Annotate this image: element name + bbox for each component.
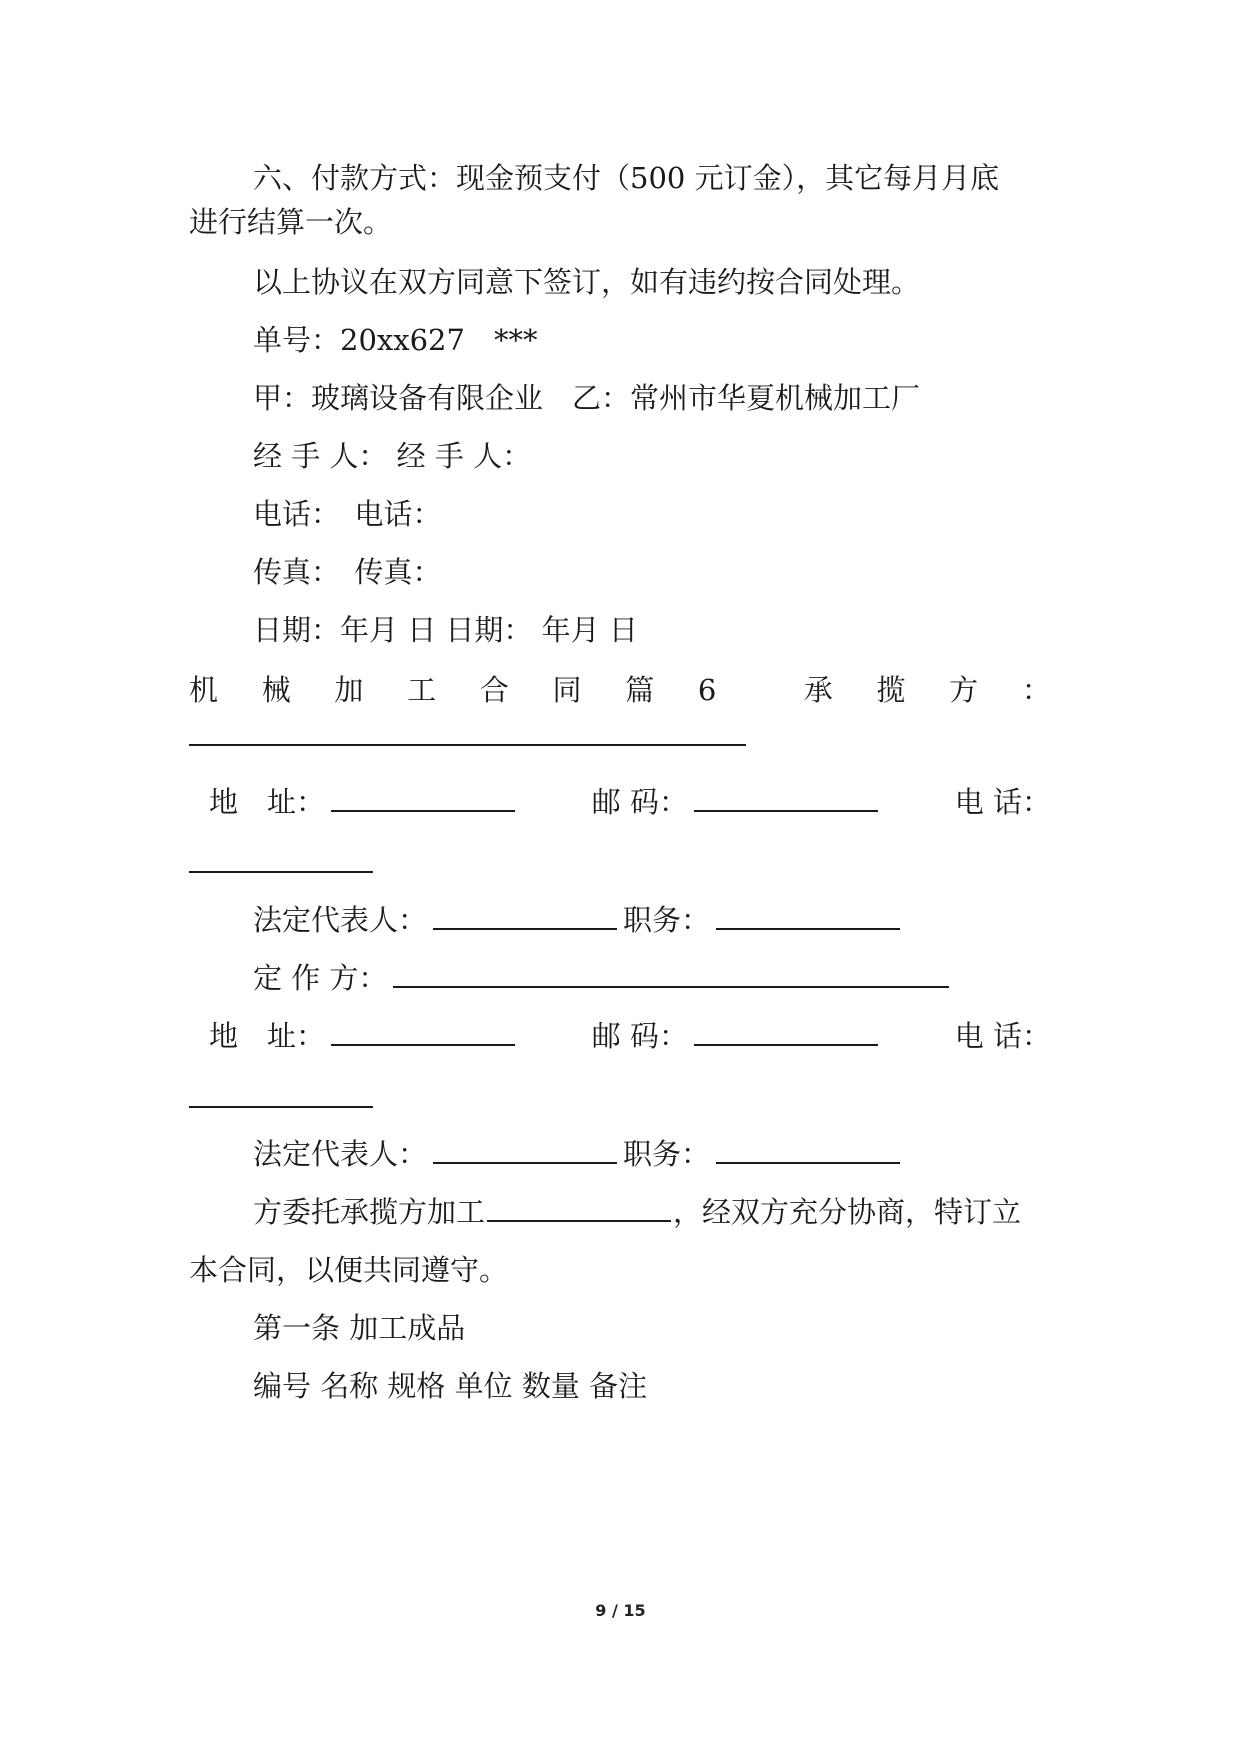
address-label: 地 址： xyxy=(209,785,326,819)
legal-rep-label: 法定代表人： xyxy=(253,903,428,937)
entrust-suffix: ，经双方充分协商，特订立 xyxy=(673,1195,1022,1229)
heading-char: 工 xyxy=(407,673,437,707)
phone-blank xyxy=(189,1106,373,1108)
postcode-label: 邮 码： xyxy=(591,1019,688,1053)
legal-rep-label: 法定代表人： xyxy=(253,1137,428,1171)
heading-char: 承 xyxy=(803,673,833,707)
article-1-heading: 第一条 加工成品 xyxy=(253,1311,466,1345)
date-line: 日期：年月 日 日期： 年月 日 xyxy=(253,613,638,647)
postcode-field xyxy=(592,782,884,822)
postcode-blank xyxy=(694,1022,878,1046)
phone-label: 电 话： xyxy=(954,785,1051,819)
address-blank xyxy=(331,788,515,812)
item-blank xyxy=(487,1198,671,1222)
postcode-field xyxy=(592,1016,884,1056)
heading-char: 揽 xyxy=(876,673,906,707)
heading-char: 6 xyxy=(697,673,717,707)
phone-label: 电 话： xyxy=(954,1019,1051,1053)
payment-terms-cont: 进行结算一次。 xyxy=(189,205,393,239)
order-number: 单号：20xx627 *** xyxy=(253,323,538,357)
contractor-name-blank xyxy=(189,744,746,746)
address-blank xyxy=(331,1022,515,1046)
heading-char: 加 xyxy=(334,673,364,707)
contract-heading xyxy=(189,670,1051,710)
fax-line: 传真： 传真： xyxy=(253,555,442,589)
heading-char: 合 xyxy=(479,673,509,707)
page-number: 9 / 15 xyxy=(595,1601,646,1620)
legal-rep-blank xyxy=(433,906,617,930)
payment-terms-line: 六、付款方式：现金预支付（500 元订金），其它每月月底 xyxy=(253,161,1000,195)
address-field xyxy=(209,1016,521,1056)
heading-char: ： xyxy=(1021,673,1051,707)
legal-rep-blank xyxy=(433,1140,617,1164)
heading-char: 机 xyxy=(189,673,219,707)
position-blank xyxy=(716,906,900,930)
parties-line: 甲：玻璃设备有限企业 乙：常州市华夏机械加工厂 xyxy=(253,381,921,415)
heading-char: 方 xyxy=(949,673,979,707)
product-table-header: 编号 名称 规格 单位 数量 备注 xyxy=(253,1369,648,1403)
party-b-rep-row xyxy=(253,1134,906,1174)
heading-char: 同 xyxy=(552,673,582,707)
handler-line: 经 手 人： 经 手 人： xyxy=(253,439,532,473)
postcode-label: 邮 码： xyxy=(591,785,688,819)
address-field xyxy=(209,782,521,822)
client-name-blank xyxy=(393,964,949,988)
position-blank xyxy=(716,1140,900,1164)
client-label: 定 作 方： xyxy=(253,961,388,995)
postcode-blank xyxy=(694,788,878,812)
entrust-line xyxy=(253,1192,1021,1232)
phone-line: 电话： 电话： xyxy=(253,497,442,531)
party-a-rep-row xyxy=(253,900,906,940)
heading-char: 篇 xyxy=(625,673,655,707)
party-b-contact-row xyxy=(189,1016,1051,1056)
phone-blank xyxy=(189,871,373,873)
agreement-note: 以上协议在双方同意下签订，如有违约按合同处理。 xyxy=(253,265,921,299)
position-label: 职务： xyxy=(623,1137,711,1171)
heading-char: 械 xyxy=(261,673,291,707)
entrust-cont: 本合同，以便共同遵守。 xyxy=(189,1253,509,1287)
address-label: 地 址： xyxy=(209,1019,326,1053)
client-name-row xyxy=(253,958,955,998)
position-label: 职务： xyxy=(623,903,711,937)
entrust-prefix: 方委托承揽方加工 xyxy=(253,1195,486,1229)
party-a-contact-row xyxy=(189,782,1051,822)
